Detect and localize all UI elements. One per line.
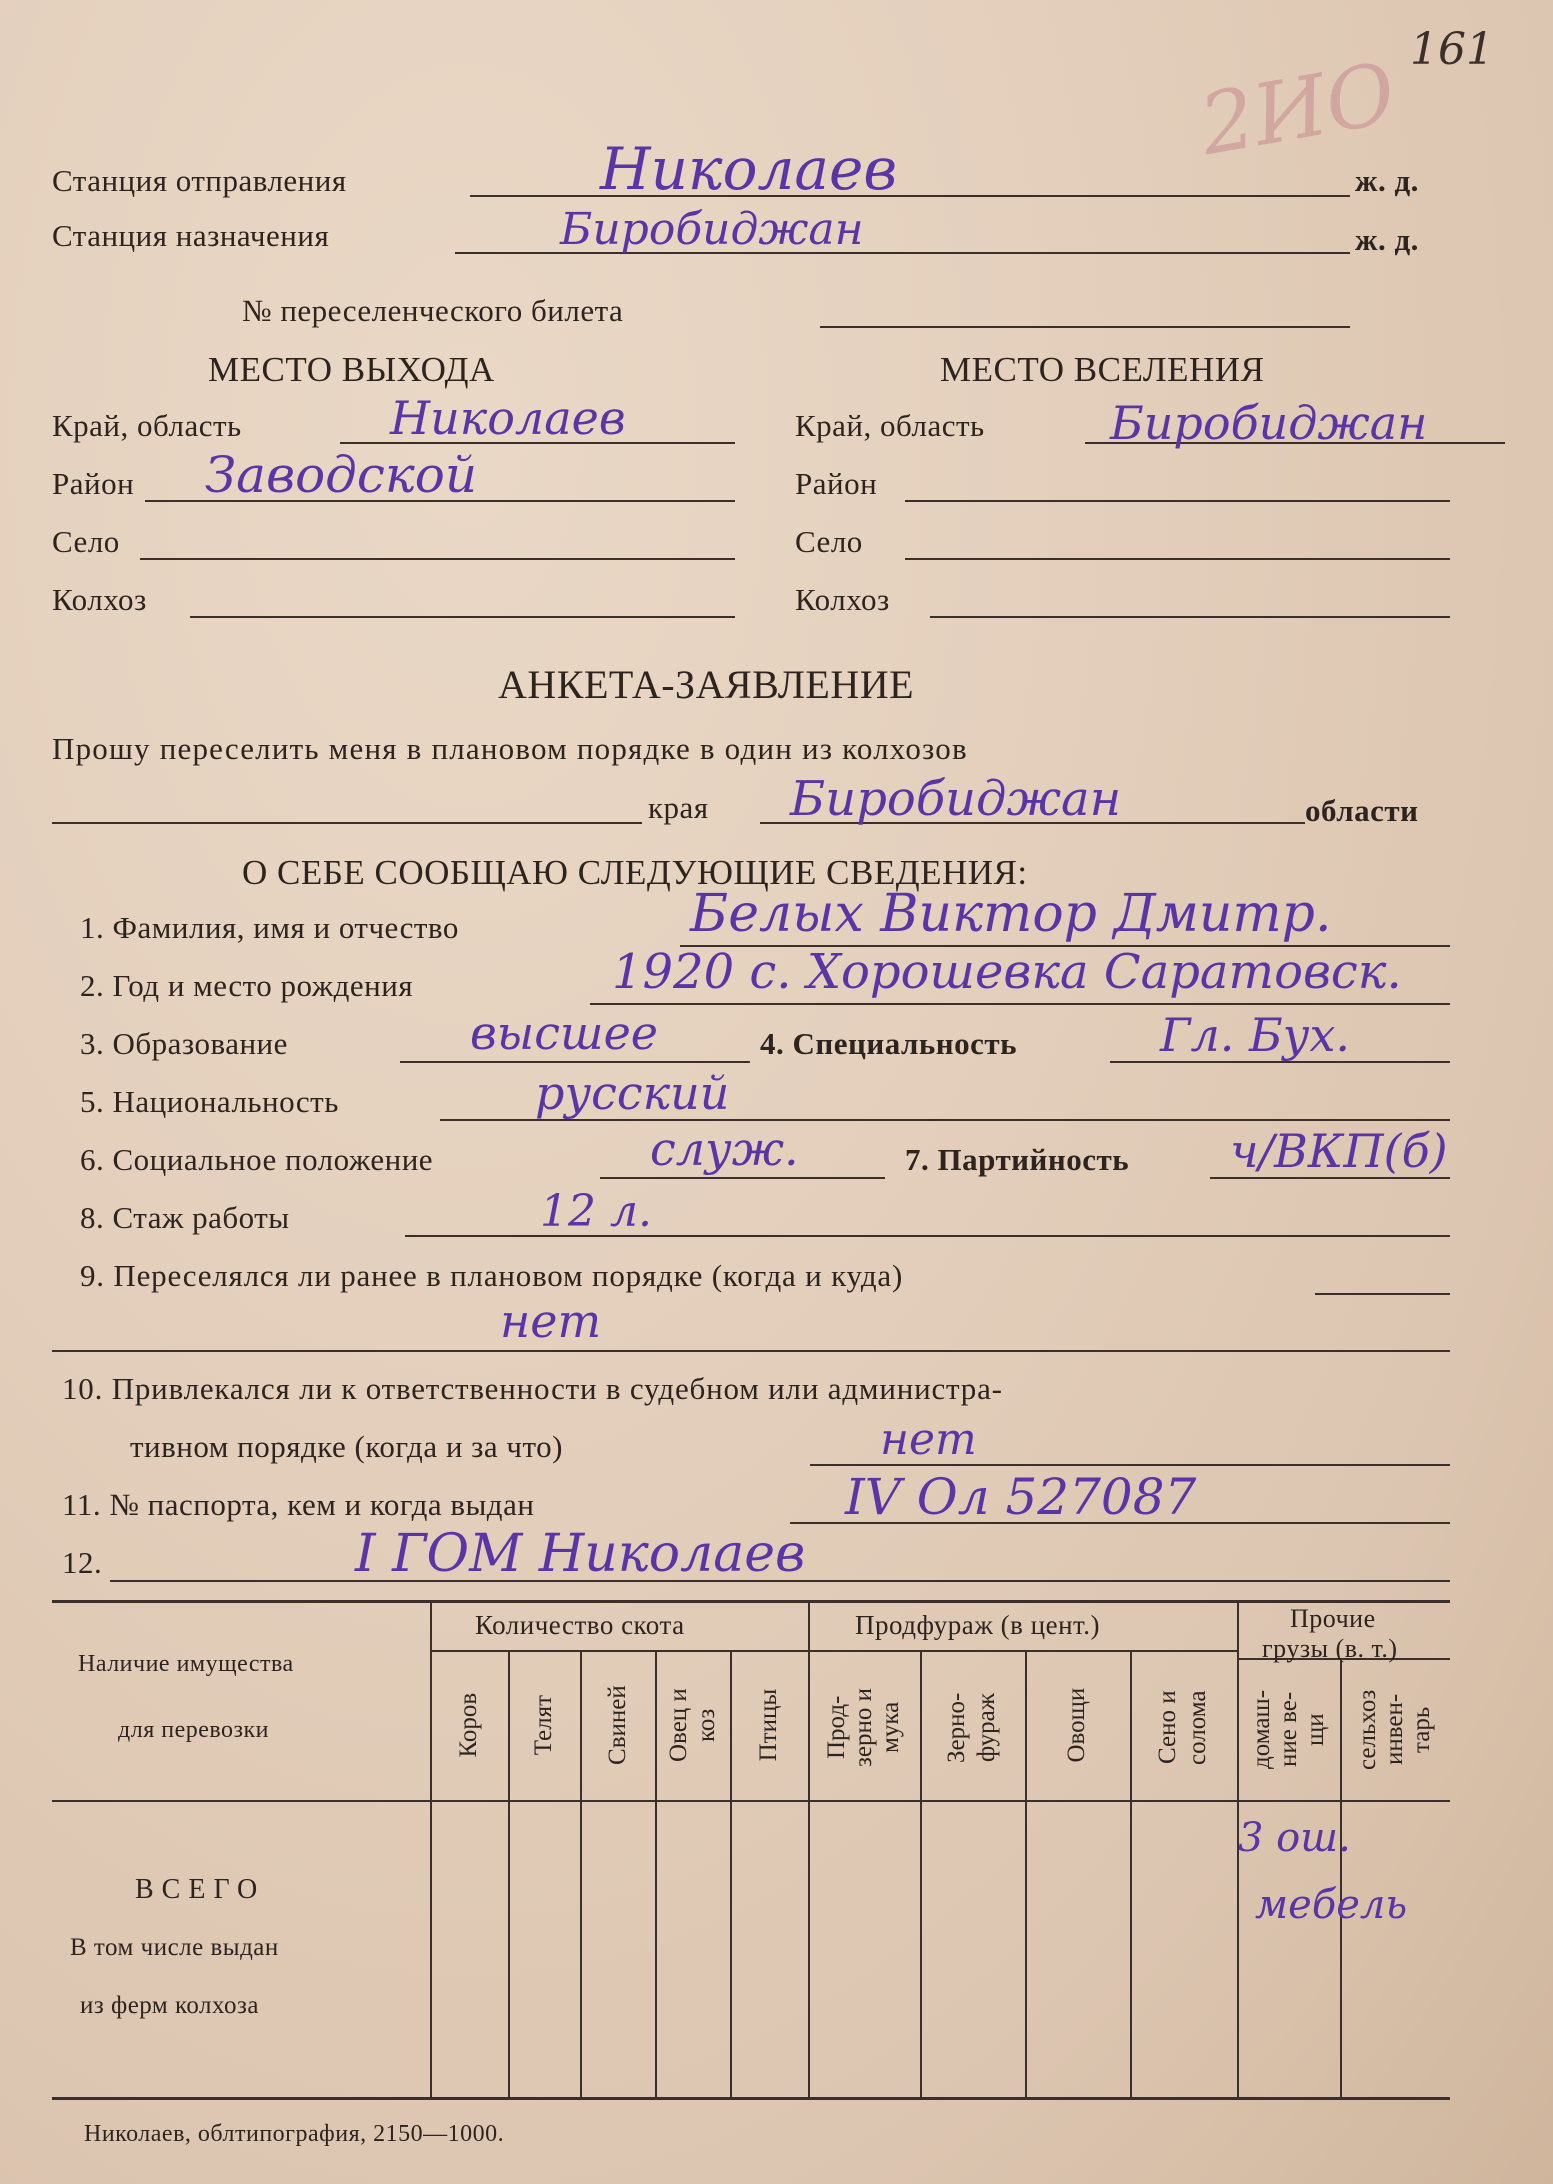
- col-divider-3: [580, 1652, 582, 2097]
- origin-region-label: Край, область: [52, 408, 242, 443]
- col-home-label-line2: ние ве-: [1274, 1691, 1302, 1768]
- table-bottom-border: [52, 2097, 1450, 2100]
- total-label: ВСЕГО: [135, 1874, 266, 1905]
- col-divider-1: [430, 1602, 432, 2097]
- col-hay-header: [1130, 1660, 1237, 1795]
- q7-label: 7. Партийность: [905, 1142, 1130, 1177]
- q1-value: Белых Виктор Дмитр.: [690, 884, 1332, 944]
- krai-label: края: [648, 790, 709, 825]
- q10-value: нет: [880, 1414, 977, 1465]
- q9-label: 9. Переселялся ли ранее в плановом порядке (когда и куда): [80, 1258, 904, 1293]
- origin-village-label: Село: [52, 524, 120, 559]
- row-header-line1: Наличие имущества: [78, 1651, 294, 1677]
- col-home-label-line3: щи: [1301, 1713, 1329, 1746]
- col-divider-8: [1025, 1652, 1027, 2097]
- col-pigs-label: Свиней: [603, 1685, 631, 1765]
- col-home-header: [1237, 1662, 1340, 1797]
- ticket-label: № переселенческого билета: [242, 293, 624, 328]
- arrival-station-label: Станция назначения: [52, 218, 330, 253]
- q10-label-line1: 10. Привлекался ли к ответственности в судебном или администра-: [62, 1371, 1003, 1406]
- destination-kolkhoz-label: Колхоз: [795, 582, 890, 617]
- q2-line: [590, 1003, 1450, 1005]
- q9-line: [1315, 1293, 1450, 1295]
- q7-value: ч/ВКП(б): [1230, 1124, 1448, 1178]
- q5-label: 5. Национальность: [80, 1084, 339, 1119]
- col-farm-header: [1340, 1662, 1450, 1797]
- q5-value: русский: [535, 1066, 730, 1120]
- col-home-label-line1: домаш-: [1247, 1689, 1275, 1770]
- q8-label: 8. Стаж работы: [80, 1200, 290, 1235]
- q8-value: 12 л.: [540, 1186, 652, 1237]
- origin-district-value: Заводской: [205, 446, 478, 504]
- col-forage-label-line1: Зерно-: [942, 1692, 970, 1763]
- destination-kolkhoz-line: [930, 616, 1450, 618]
- destination-heading: МЕСТО ВСЕЛЕНИЯ: [940, 350, 1265, 389]
- col-farm-label-line3: тарь: [1408, 1706, 1435, 1753]
- ticket-line: [820, 326, 1350, 328]
- departure-station-label: Станция отправления: [52, 163, 347, 198]
- col-cows-label: Коров: [454, 1692, 482, 1758]
- table-top-border: [52, 1600, 1450, 1603]
- arrival-rail-suffix: ж. д.: [1355, 222, 1419, 257]
- other-group-label-line2: грузы (в. т.): [1262, 1634, 1398, 1663]
- q4-label: 4. Специальность: [760, 1026, 1018, 1061]
- fodder-group-underline: [808, 1650, 1237, 1652]
- destination-region-value: Биробиджан: [1110, 396, 1428, 450]
- q9-value: нет: [500, 1294, 602, 1348]
- row-header-line2: для перевозки: [118, 1717, 270, 1743]
- col-farm-label-line2: инвен-: [1381, 1693, 1408, 1766]
- q3-line: [400, 1061, 750, 1063]
- origin-kolkhoz-label: Колхоз: [52, 582, 147, 617]
- col-forage-label-line2: фураж: [972, 1693, 1000, 1762]
- departure-rail-suffix: ж. д.: [1355, 163, 1419, 198]
- destination-district-label: Район: [795, 466, 878, 501]
- destination-village-label: Село: [795, 524, 863, 559]
- origin-kolkhoz-line: [190, 616, 735, 618]
- livestock-group-label: Количество скота: [475, 1610, 685, 1640]
- col-divider-2: [508, 1652, 510, 2097]
- request-krai-blank: [52, 822, 642, 824]
- krai-value: Биробиджан: [790, 771, 1122, 827]
- col-grain-header: [808, 1660, 920, 1795]
- origin-region-value: Николаев: [390, 391, 626, 445]
- q12-label: 12.: [62, 1545, 103, 1580]
- home-goods-value-line2: мебель: [1255, 1882, 1408, 1928]
- printer-footer: Николаев, облтипография, 2150—1000.: [84, 2121, 505, 2147]
- archive-number: 161: [1410, 24, 1494, 75]
- origin-heading: МЕСТО ВЫХОДА: [208, 350, 495, 389]
- other-group-label-line1: Прочие: [1290, 1604, 1376, 1633]
- livestock-group-underline: [430, 1650, 808, 1652]
- request-line: Прошу переселить меня в плановом порядке в один из колхозов: [52, 731, 968, 766]
- section-heading: О СЕБЕ СООБЩАЮ СЛЕДУЮЩИЕ СВЕДЕНИЯ:: [242, 853, 1028, 892]
- issued-label-line2: из ферм колхоза: [80, 1992, 260, 2019]
- col-grain-label-line3: мука: [877, 1701, 904, 1754]
- col-veg-label: Овощи: [1062, 1687, 1090, 1763]
- q1-label: 1. Фамилия, имя и отчество: [80, 910, 459, 945]
- col-birds-label: Птицы: [754, 1688, 782, 1762]
- fodder-group-label: Продфураж (в цент.): [855, 1610, 1101, 1640]
- col-grain-label-line2: зерно и: [850, 1688, 877, 1767]
- q2-value: 1920 с. Хорошевка Саратовск.: [612, 944, 1402, 1000]
- q6-value: служ.: [650, 1122, 799, 1176]
- q11-value: IV Ол 527087: [845, 1468, 1197, 1526]
- q11-label: 11. № паспорта, кем и когда выдан: [62, 1487, 535, 1522]
- q6-label: 6. Социальное положение: [80, 1142, 434, 1177]
- col-sheep-label-line1: Овец и: [665, 1688, 692, 1762]
- col-forage-header: [920, 1660, 1025, 1795]
- issued-label-line1: В том числе выдан: [70, 1934, 279, 1961]
- home-goods-value-line1: 3 ош.: [1238, 1815, 1351, 1861]
- q2-label: 2. Год и место рождения: [80, 968, 414, 1003]
- col-calves-label: Телят: [529, 1694, 557, 1756]
- destination-village-line: [905, 558, 1450, 560]
- stamp-mark: 2ИО: [1192, 43, 1403, 175]
- col-hay-label-line2: солома: [1183, 1690, 1211, 1765]
- q3-label: 3. Образование: [80, 1026, 288, 1061]
- form-title: АНКЕТА-ЗАЯВЛЕНИЕ: [498, 662, 915, 707]
- origin-village-line: [140, 558, 735, 560]
- q6-line: [600, 1177, 885, 1179]
- q12-value: I ГОМ Николаев: [355, 1524, 806, 1584]
- col-hay-label-line1: Сено и: [1153, 1690, 1181, 1765]
- col-grain-label-line1: Прод-: [823, 1695, 850, 1760]
- q4-value: Гл. Бух.: [1160, 1008, 1351, 1062]
- col-sheep-label-line2: коз: [693, 1708, 720, 1742]
- col-farm-label-line1: сельхоз: [1354, 1689, 1381, 1770]
- oblast-label: области: [1305, 793, 1419, 828]
- table-header-bottom-border: [52, 1800, 1450, 1802]
- destination-region-label: Край, область: [795, 408, 985, 443]
- arrival-station-value: Биробиджан: [560, 204, 864, 255]
- q3-value: высшее: [470, 1006, 659, 1060]
- destination-district-line: [905, 500, 1450, 502]
- origin-district-label: Район: [52, 466, 135, 501]
- q9-continuation-line: [52, 1350, 1450, 1352]
- departure-station-value: Николаев: [600, 135, 898, 203]
- q10-label-line2: тивном порядке (когда и за что): [130, 1429, 563, 1464]
- col-sheep-header: [652, 1660, 734, 1790]
